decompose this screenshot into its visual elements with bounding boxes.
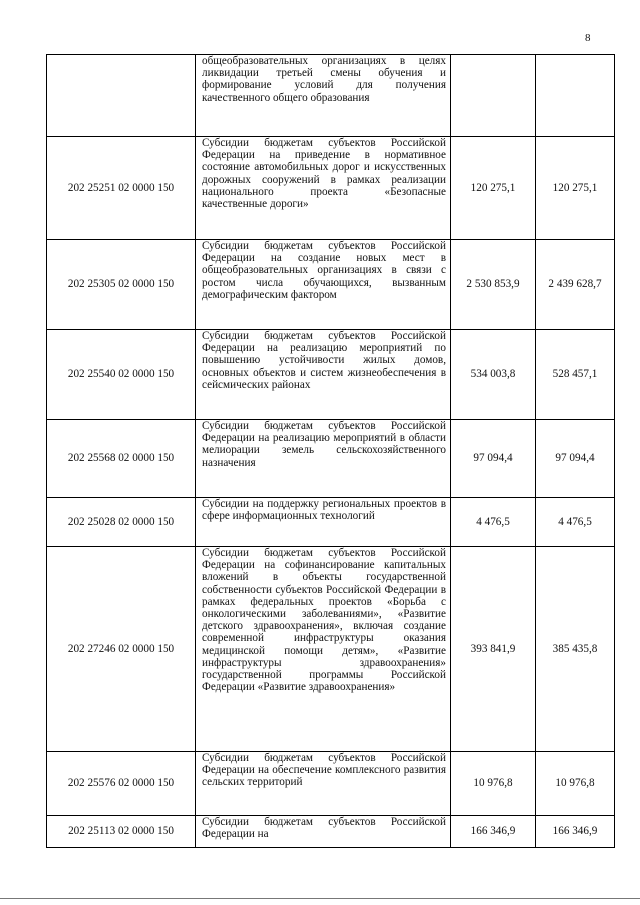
- amount-actual: 528 457,1: [536, 330, 615, 420]
- table-row: [47, 240, 615, 330]
- table-row: [47, 330, 615, 420]
- amount-actual: 97 094,4: [536, 420, 615, 498]
- amount-actual: 10 976,8: [536, 752, 615, 816]
- table-row: [47, 137, 615, 240]
- amount-plan: 120 275,1: [451, 137, 536, 240]
- amount-plan: 393 841,9: [451, 547, 536, 752]
- budget-description: Субсидии бюджетам субъектов Российской Федерации на приведение в нормативное состояние автомобильных дорог и искусственных дорожных сооружений в рамках реализации национального проекта «Безопасные качественные дороги»: [196, 137, 451, 240]
- table-row: [47, 547, 615, 752]
- budget-description: Субсидии бюджетам субъектов Российской Федерации на реализацию мероприятий по повышению устойчивости жилых домов, основных объектов и систем жизнеобеспечения в сейсмических районах: [196, 330, 451, 420]
- amount-actual: 166 346,9: [536, 816, 615, 848]
- budget-code: 202 25028 02 0000 150: [47, 498, 196, 547]
- budget-code: [47, 55, 196, 137]
- page-number: 8: [585, 32, 591, 44]
- amount-plan: 97 094,4: [451, 420, 536, 498]
- budget-code: 202 25113 02 0000 150: [47, 816, 196, 848]
- scan-bottom-rule: [0, 898, 640, 899]
- budget-description: Субсидии бюджетам субъектов Российской Федерации на: [196, 816, 451, 848]
- amount-actual: 385 435,8: [536, 547, 615, 752]
- table-row: [47, 55, 615, 137]
- budget-description: Субсидии бюджетам субъектов Российской Федерации на реализацию мероприятий в области мелиорации земель сельскохозяйственного назначения: [196, 420, 451, 498]
- budget-description: общеобразовательных организациях в целях ликвидации третьей смены обучения и формирование условий для получения качественного общего образования: [196, 55, 451, 137]
- amount-plan: 10 976,8: [451, 752, 536, 816]
- budget-code: 202 25305 02 0000 150: [47, 240, 196, 330]
- budget-code: 202 25251 02 0000 150: [47, 137, 196, 240]
- table-row: [47, 816, 615, 848]
- budget-code: 202 25540 02 0000 150: [47, 330, 196, 420]
- amount-plan: 534 003,8: [451, 330, 536, 420]
- amount-actual: 2 439 628,7: [536, 240, 615, 330]
- amount-actual: [536, 55, 615, 137]
- budget-description: Субсидии бюджетам субъектов Российской Федерации на обеспечение комплексного развития сельских территорий: [196, 752, 451, 816]
- budget-description: Субсидии бюджетам субъектов Российской Федерации на создание новых мест в общеобразовательных организациях в связи с ростом числа обучающихся, вызванным демографическим фактором: [196, 240, 451, 330]
- budget-code: 202 25568 02 0000 150: [47, 420, 196, 498]
- budget-description: Субсидии бюджетам субъектов Российской Федерации на софинансирование капитальных вложений в объекты государственной собственности субъектов Российской Федерации в рамках федеральных проектов «Борьба с онкологическими заболеваниями», «Развитие детского здравоохранения», включая создание современной инфраструктуры оказания медицинской помощи детям», «Развитие инфраструктуры здравоохранения» государственной программы Российской Федерации «Развитие здравоохранения»: [196, 547, 451, 752]
- amount-plan: [451, 55, 536, 137]
- budget-code: 202 25576 02 0000 150: [47, 752, 196, 816]
- amount-actual: 120 275,1: [536, 137, 615, 240]
- amount-actual: 4 476,5: [536, 498, 615, 547]
- table-row: [47, 498, 615, 547]
- table-row: [47, 420, 615, 498]
- amount-plan: 4 476,5: [451, 498, 536, 547]
- budget-description: Субсидии на поддержку региональных проектов в сфере информационных технологий: [196, 498, 451, 547]
- table-row: [47, 752, 615, 816]
- amount-plan: 2 530 853,9: [451, 240, 536, 330]
- amount-plan: 166 346,9: [451, 816, 536, 848]
- budget-table: [46, 54, 615, 848]
- budget-code: 202 27246 02 0000 150: [47, 547, 196, 752]
